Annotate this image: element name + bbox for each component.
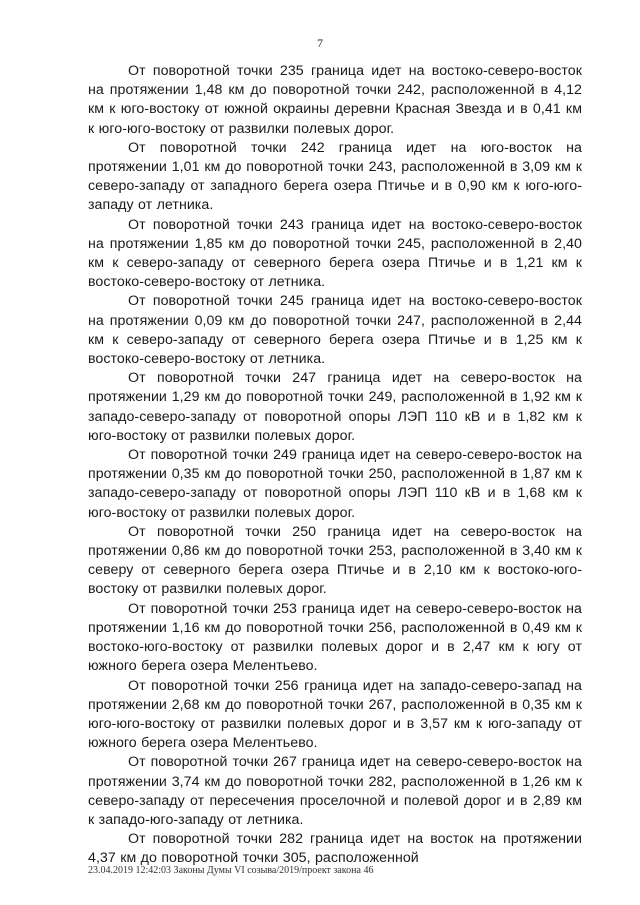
page-number: 7 (317, 36, 323, 50)
document-footer: 23.04.2019 12:42:03 Законы Думы VI созыва/2019/проект закона 46 (88, 865, 374, 876)
paragraph: От поворотной точки 243 граница идет на востоко-северо-восток на протяжении 1,85 км до поворотной точки 245, расположенной в 2,40 км к северо-западу от северного берега озера Птичье и в 1,21 км к востоко-северо-востоку от летника. (88, 216, 582, 291)
paragraph: От поворотной точки 242 граница идет на юго-восток на протяжении 1,01 км до поворотной точки 243, расположенной в 3,09 км к северо-западу от западного берега озера Птичье и в 0,90 км к юго-юго-западу от летника. (88, 139, 582, 214)
paragraph: От поворотной точки 250 граница идет на северо-восток на протяжении 0,86 км до поворотной точки 253, расположенной в 3,40 км к северу от северного берега озера Птичье и в 2,10 км к востоко-юго-востоку от развилки полевых дорог. (88, 523, 582, 598)
paragraph: От поворотной точки 247 граница идет на северо-восток на протяжении 1,29 км до поворотной точки 249, расположенной в 1,92 км к западо-северо-западу от поворотной опоры ЛЭП 110 кВ и в 1,82 км к юго-востоку от развилки полевых дорог. (88, 370, 582, 444)
paragraph: От поворотной точки 256 граница идет на западо-северо-запад на протяжении 2,68 км до поворотной точки 267, расположенной в 0,35 км к юго-юго-востоку от развилки полевых дорог и в 3,57 км к юго-западу от южного берега озера Мелентьево. (88, 677, 582, 752)
paragraph: От поворотной точки 267 граница идет на северо-северо-восток на протяжении 3,74 км до поворотной точки 282, расположенной в 1,26 км к северо-западу от пересечения проселочной и полевой дорог и в 2,89 км к западо-юго-западу от летника. (88, 754, 582, 828)
document-body (88, 62, 582, 869)
paragraph: От поворотной точки 253 граница идет на северо-северо-восток на протяжении 1,16 км до поворотной точки 256, расположенной в 0,49 км к востоко-юго-востоку от развилки полевых дорог и в 2,47 км к югу от южного берега озера Мелентьево. (88, 600, 582, 675)
paragraph: От поворотной точки 249 граница идет на северо-северо-восток на протяжении 0,35 км до поворотной точки 250, расположенной в 1,87 км к западо-северо-западу от поворотной опоры ЛЭП 110 кВ и в 1,68 км к юго-востоку от развилки полевых дорог. (88, 447, 582, 521)
paragraph: От поворотной точки 235 граница идет на востоко-северо-восток на протяжении 1,48 км до поворотной точки 242, расположенной в 4,12 км к юго-востоку от южной окраины деревни Красная Звезда и в 0,41 км к юго-юго-востоку от развилки полевых дорог. (88, 63, 582, 137)
paragraph: От поворотной точки 245 граница идет на востоко-северо-восток на протяжении 0,09 км до поворотной точки 247, расположенной в 2,44 км к северо-западу от северного берега озера Птичье и в 1,25 км к востоко-северо-востоку от летника. (88, 293, 582, 368)
paragraph: От поворотной точки 282 граница идет на восток на протяжении 4,37 км до поворотной точки 305, расположенной (88, 831, 582, 867)
